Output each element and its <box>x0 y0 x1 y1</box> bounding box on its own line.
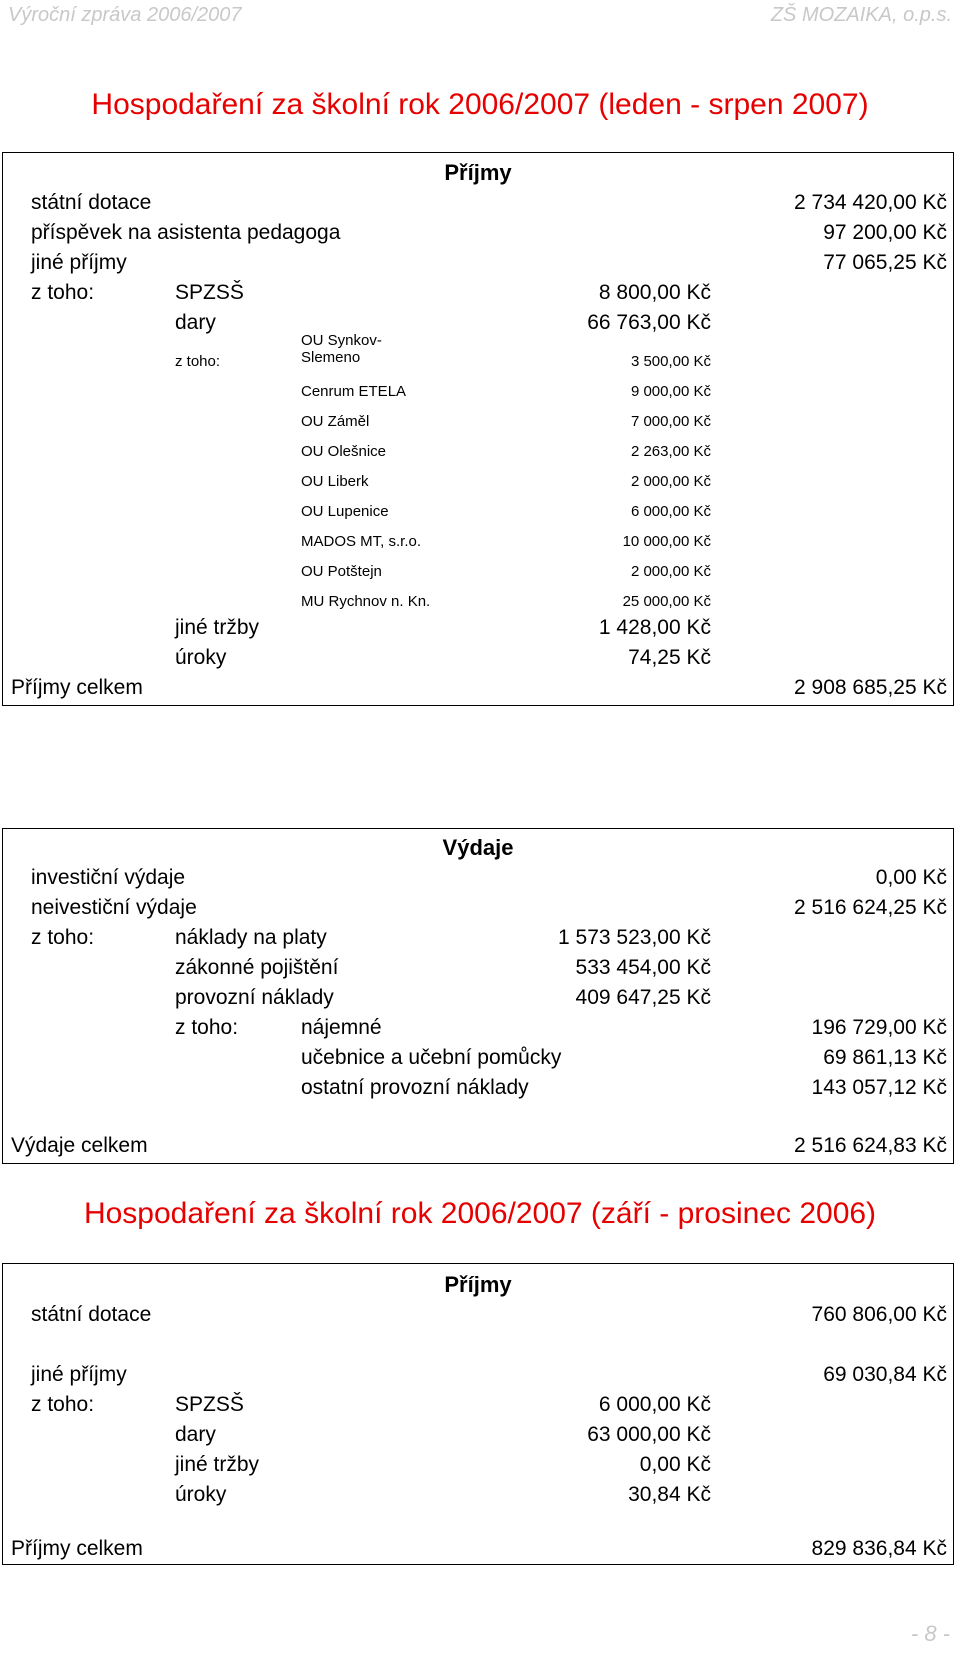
donor-label: OU Olešnice <box>301 443 387 460</box>
total-label: Příjmy celkem <box>11 1537 143 1560</box>
total-amount: 2 908 685,25 Kč <box>794 676 947 699</box>
row-label: učebnice a učební pomůcky <box>301 1046 562 1069</box>
table-row <box>3 1073 953 1103</box>
row-label: zákonné pojištění <box>175 956 339 979</box>
header-school-name: ZŠ MOZAIKA, o.p.s. <box>770 4 952 26</box>
row-amount: 66 763,00 Kč <box>587 311 711 334</box>
row-amount: 74,25 Kč <box>628 646 711 669</box>
row-amount: 0,00 Kč <box>639 1453 711 1476</box>
row-amount: 143 057,12 Kč <box>811 1076 947 1099</box>
row-label: jiné tržby <box>175 616 260 639</box>
donor-label: MU Rychnov n. Kn. <box>301 593 431 610</box>
table-row <box>3 437 953 467</box>
table-row <box>3 1390 953 1420</box>
of-which-label: z toho: <box>175 353 221 370</box>
table-row <box>3 308 953 338</box>
table-row <box>3 497 953 527</box>
row-amount: 30,84 Kč <box>628 1483 711 1506</box>
table-row <box>3 1043 953 1073</box>
donor-amount: 9 000,00 Kč <box>630 383 711 400</box>
table-row <box>3 1450 953 1480</box>
total-row <box>3 673 953 703</box>
expenses-table-1 <box>2 828 954 1164</box>
donor-amount: 25 000,00 Kč <box>622 593 711 610</box>
table-row <box>3 248 953 278</box>
row-amount: 533 454,00 Kč <box>575 956 711 979</box>
row-amount: 196 729,00 Kč <box>811 1016 947 1039</box>
total-label: Příjmy celkem <box>11 676 143 699</box>
table-row <box>3 188 953 218</box>
table-row <box>3 923 953 953</box>
table-row <box>3 643 953 673</box>
row-label: státní dotace <box>31 191 152 214</box>
table-row <box>3 1360 953 1390</box>
row-label: provozní náklady <box>175 986 334 1009</box>
donor-label: OU Lupenice <box>301 503 389 520</box>
income-table-2 <box>2 1263 954 1565</box>
donor-label: OU Synkov- Slemeno <box>301 332 382 366</box>
header-report-title: Výroční zpráva 2006/2007 <box>8 4 242 26</box>
donor-label: OU Záměl <box>301 413 370 430</box>
donor-amount: 3 500,00 Kč <box>630 353 711 370</box>
table-row <box>3 613 953 643</box>
of-which-label: z toho: <box>31 1393 95 1416</box>
donor-amount: 7 000,00 Kč <box>630 413 711 430</box>
donor-amount: 10 000,00 Kč <box>622 533 711 550</box>
row-label: nájemné <box>301 1016 382 1039</box>
table-row <box>3 983 953 1013</box>
donor-label: Cenrum ETELA <box>301 383 407 400</box>
table-row <box>3 1420 953 1450</box>
section1-title: Hospodaření za školní rok 2006/2007 (leden - srpen 2007) <box>91 88 869 121</box>
row-label: investiční výdaje <box>31 866 186 889</box>
total-amount: 829 836,84 Kč <box>811 1537 947 1560</box>
donor-amount: 2 000,00 Kč <box>630 473 711 490</box>
expenses-heading: Výdaje <box>442 835 514 860</box>
row-label: ostatní provozní náklady <box>301 1076 529 1099</box>
row-label: dary <box>175 311 216 334</box>
row-amount: 1 573 523,00 Kč <box>558 926 711 949</box>
row-amount: 6 000,00 Kč <box>598 1393 711 1416</box>
of-which-label: z toho: <box>31 926 95 949</box>
row-label: SPZSŠ <box>175 1393 244 1416</box>
page-number: - 8 - <box>910 1621 950 1646</box>
table-row <box>3 1300 953 1330</box>
table-row <box>3 218 953 248</box>
total-amount: 2 516 624,83 Kč <box>794 1134 947 1157</box>
table-row <box>3 557 953 587</box>
row-amount: 8 800,00 Kč <box>598 281 711 304</box>
income-heading: Příjmy <box>444 1272 512 1297</box>
donor-label: OU Liberk <box>301 473 369 490</box>
row-label: úroky <box>175 646 227 669</box>
table-row <box>3 527 953 557</box>
table-row <box>3 332 953 377</box>
table-row <box>3 893 953 923</box>
table-row <box>3 467 953 497</box>
donor-amount: 6 000,00 Kč <box>630 503 711 520</box>
row-amount: 2 516 624,25 Kč <box>794 896 947 919</box>
row-label: jiné příjmy <box>31 1363 127 1386</box>
table-row <box>3 377 953 407</box>
income-heading: Příjmy <box>444 160 512 185</box>
table-row <box>3 1480 953 1510</box>
row-label: jiné tržby <box>175 1453 260 1476</box>
row-amount: 77 065,25 Kč <box>823 251 947 274</box>
of-which-label: z toho: <box>31 281 95 304</box>
table-row <box>3 407 953 437</box>
row-amount: 97 200,00 Kč <box>823 221 947 244</box>
row-label: jiné příjmy <box>31 251 127 274</box>
row-label: SPZSŠ <box>175 281 244 304</box>
table-row <box>3 953 953 983</box>
donor-amount: 2 000,00 Kč <box>630 563 711 580</box>
of-which-label: z toho: <box>175 1016 239 1039</box>
donor-label: OU Potštejn <box>301 563 382 580</box>
row-amount: 69 861,13 Kč <box>823 1046 947 1069</box>
row-amount: 0,00 Kč <box>875 866 947 889</box>
row-label: státní dotace <box>31 1303 152 1326</box>
row-amount: 760 806,00 Kč <box>811 1303 947 1326</box>
donor-amount: 2 263,00 Kč <box>630 443 711 460</box>
row-amount: 69 030,84 Kč <box>823 1363 947 1386</box>
row-label: neivestiční výdaje <box>31 896 197 919</box>
table-row <box>3 1013 953 1043</box>
section2-title: Hospodaření za školní rok 2006/2007 (září - prosinec 2006) <box>83 1197 877 1230</box>
row-amount: 2 734 420,00 Kč <box>794 191 947 214</box>
row-amount: 409 647,25 Kč <box>575 986 711 1009</box>
row-label: příspěvek na asistenta pedagoga <box>31 221 341 244</box>
table-row <box>3 278 953 308</box>
income-table-1 <box>2 152 954 706</box>
row-label: náklady na platy <box>175 926 327 949</box>
total-row <box>3 1131 953 1161</box>
row-label: úroky <box>175 1483 227 1506</box>
row-label: dary <box>175 1423 216 1446</box>
table-row <box>3 863 953 893</box>
row-amount: 1 428,00 Kč <box>598 616 711 639</box>
total-label: Výdaje celkem <box>11 1134 148 1157</box>
total-row <box>3 1534 953 1564</box>
row-amount: 63 000,00 Kč <box>587 1423 711 1446</box>
donor-label: MADOS MT, s.r.o. <box>301 533 422 550</box>
